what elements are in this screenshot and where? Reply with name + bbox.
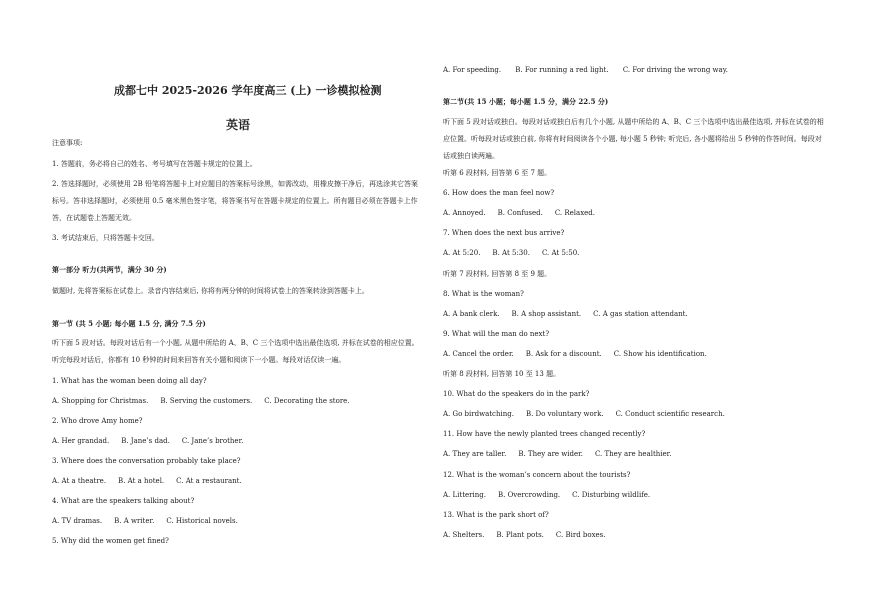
- question-options: [52, 437, 255, 446]
- part1-heading: 第一部分 听力(共两节，满分 30 分): [52, 265, 167, 274]
- question-text: 5. Why did the women get fined?: [52, 537, 169, 545]
- option: C. Historical novels.: [166, 517, 238, 525]
- exam-title: 成都七中 2025-2026 学年度高三 (上) 一诊模拟检测: [114, 84, 382, 97]
- question-options: [52, 477, 254, 486]
- option: B. Serving the customers.: [160, 397, 253, 405]
- option: C. At a restaurant.: [176, 477, 242, 485]
- option: A. Shopping for Christmas.: [52, 397, 149, 405]
- question-options: [443, 531, 618, 540]
- question-options: [443, 491, 662, 500]
- option: C. Disturbing wildlife.: [572, 491, 651, 499]
- option: A. Annoyed.: [443, 209, 486, 217]
- note-2: 2. 答选择题时，必须使用 2B 铅笔将答题卡上对应题目的答案标号涂黑，如需改动，用橡皮擦干净后，再选涂其它答案标号。答非选择题时，必须使用 0.5 毫米黑色签字笔，将答案书写在答题卡规定的位置上。所有题目必须在答题卡上作答，在试题卷上答题无效。: [52, 180, 418, 222]
- option: B. Ask for a discount.: [525, 350, 602, 358]
- option: A. Littering.: [443, 491, 486, 499]
- section2-heading: 第二节(共 15 小题；每小题 1.5 分，满分 22.5 分): [443, 97, 609, 106]
- question-text: 3. Where does the conversation probably take place?: [52, 457, 241, 465]
- option: C. Bird boxes.: [555, 531, 606, 539]
- subject-title: 英语: [226, 118, 251, 132]
- section1-heading: 第一节 (共 5 小题; 每小题 1.5 分, 满分 7.5 分): [52, 319, 206, 328]
- option: B. Jane’s dad.: [121, 437, 170, 445]
- listening-instruction: 听第 7 段材料, 回答第 8 至 9 题。: [443, 270, 552, 278]
- section2-intro: 听下面 5 段对话或独白。每段对话或独白后有几个小题, 从题中所给的 A、B、C 三个选项中选出最佳选项, 并标在试卷的相应位置。听每段对话或独白前, 你将有时间阅读各个小题, 每小题 5 秒钟; 听完后, 各小题将给出 5 秒钟的作答时间。每段对话或独白读两遍。: [443, 118, 824, 160]
- option: B. At a hotel.: [118, 477, 165, 485]
- question-options: [443, 310, 700, 319]
- question-options: [443, 249, 591, 258]
- notes-heading: 注意事项:: [52, 139, 83, 147]
- option: A. TV dramas.: [52, 517, 103, 525]
- option: B. At 5:30.: [492, 249, 530, 257]
- option: C. Decorating the store.: [264, 397, 350, 405]
- option: A. Her grandad.: [52, 437, 110, 445]
- option: C. Show his identification.: [613, 350, 707, 358]
- question-text: 1. What has the woman been doing all day?: [52, 377, 207, 385]
- listening-instruction: 听第 6 段材料, 回答第 6 至 7 题。: [443, 169, 552, 177]
- option: A. They are taller.: [443, 450, 507, 458]
- question-text: 11. How have the newly planted trees changed recently?: [443, 430, 646, 438]
- option: A. A bank clerk.: [443, 310, 500, 318]
- question-text: 9. What will the man do next?: [443, 330, 550, 338]
- option: A. Cancel the order.: [443, 350, 514, 358]
- option: C. They are healthier.: [594, 450, 672, 458]
- part1-intro: 做题时, 先将答案标在试卷上。录音内容结束后, 你将有两分钟的时间将试卷上的答案转涂到答题卡上。: [52, 287, 369, 295]
- question-options: [443, 450, 683, 459]
- note-1: 1. 答题前，务必将自己的姓名、考号填写在答题卡规定的位置上。: [52, 160, 257, 168]
- option: C. Conduct scientific research.: [615, 410, 725, 418]
- question-options: [52, 397, 362, 406]
- question-options: [443, 350, 719, 359]
- option: B. Do voluntary work.: [525, 410, 604, 418]
- q5-options: [443, 66, 740, 75]
- question-options: [52, 517, 250, 526]
- listening-instruction: 听第 8 段材料, 回答第 10 至 13 题。: [443, 370, 561, 378]
- note-3: 3. 考试结束后，只将答题卡交回。: [52, 234, 159, 242]
- option: A. At 5:20.: [443, 249, 481, 257]
- option: B. Confused.: [497, 209, 543, 217]
- option: C. A gas station attendant.: [593, 310, 688, 318]
- option: B. Overcrowding.: [497, 491, 561, 499]
- question-text: 12. What is the woman’s concern about the tourists?: [443, 471, 631, 479]
- option: B. A writer.: [114, 517, 155, 525]
- option: A. For speeding.: [443, 66, 502, 74]
- option: A. At a theatre.: [52, 477, 107, 485]
- option: C. Relaxed.: [554, 209, 596, 217]
- option: A. Go birdwatching.: [443, 410, 514, 418]
- option: B. Plant pots.: [496, 531, 544, 539]
- question-text: 6. How does the man feel now?: [443, 189, 555, 197]
- option: B. A shop assistant.: [511, 310, 582, 318]
- option: A. Shelters.: [443, 531, 485, 539]
- question-text: 10. What do the speakers do in the park?: [443, 390, 590, 398]
- question-text: 4. What are the speakers talking about?: [52, 497, 195, 505]
- option: C. Jane’s brother.: [181, 437, 244, 445]
- question-options: [443, 410, 737, 419]
- question-text: 2. Who drove Amy home?: [52, 417, 143, 425]
- option: B. For running a red light.: [515, 66, 609, 74]
- question-options: [443, 209, 607, 218]
- question-text: 8. What is the woman?: [443, 290, 524, 298]
- option: B. They are wider.: [518, 450, 583, 458]
- section1-intro: 听下面 5 段对话。每段对话后有一个小题, 从题中所给的 A、B、C 三个选项中选出最佳选项, 并标在试卷的相应位置。听完每段对话后，你都有 10 秒钟的时间来回答有关小题和阅读下一小题。每段对话仅读一遍。: [52, 339, 419, 364]
- option: C. For driving the wrong way.: [622, 66, 728, 74]
- option: C. At 5:50.: [541, 249, 580, 257]
- question-text: 13. What is the park short of?: [443, 511, 549, 519]
- question-text: 7. When does the next bus arrive?: [443, 229, 565, 237]
